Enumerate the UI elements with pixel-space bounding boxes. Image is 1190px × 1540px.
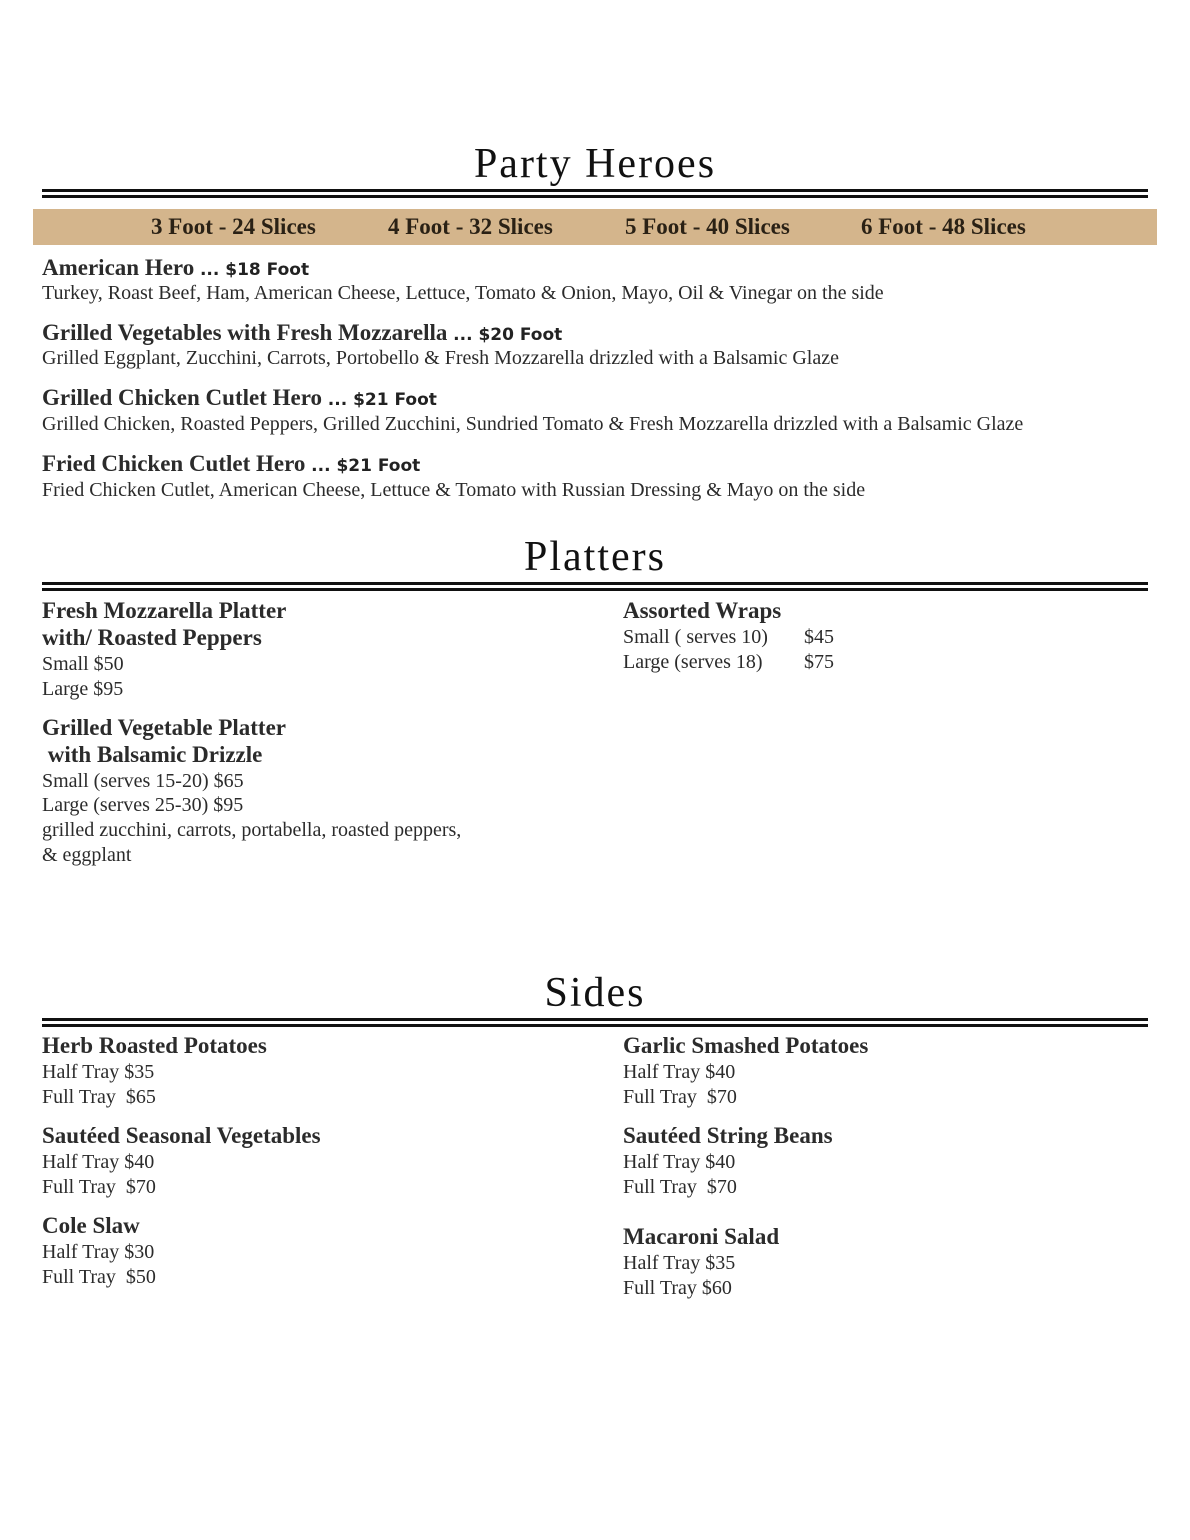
grilled-vegetables-hero-title [42,320,562,346]
herb-roasted-potatoes-full: Full Tray $65 [42,1086,156,1108]
string-beans-full: Full Tray $70 [623,1176,737,1198]
cole-slaw-full: Full Tray $50 [42,1266,156,1288]
garlic-smashed-potatoes-full: Full Tray $70 [623,1086,737,1108]
herb-roasted-potatoes-half: Half Tray $35 [42,1061,155,1083]
vegetable-platter-subtitle: with Balsamic Drizzle [42,742,263,767]
platters-divider [42,582,1148,591]
grilled-chicken-hero-description: Grilled Chicken, Roasted Peppers, Grilled Zucchini, Sundried Tomato & Fresh Mozzarella drizzled with a Balsamic Glaze [42,413,1024,435]
cole-slaw-title: Cole Slaw [42,1213,140,1238]
string-beans-title: Sautéed String Beans [623,1123,833,1148]
herb-roasted-potatoes-title: Herb Roasted Potatoes [42,1033,267,1058]
size-6-foot: 6 Foot - 48 Slices [861,214,1026,239]
mozzarella-platter-title: Fresh Mozzarella Platter [42,598,287,623]
item-price: ... $21 Foot [327,390,437,410]
fried-chicken-hero-title [42,451,420,477]
vegetable-platter-small: Small (serves 15-20) $65 [42,770,244,792]
cole-slaw-half: Half Tray $30 [42,1241,155,1263]
item-name: American Hero [42,255,195,280]
garlic-smashed-potatoes-title: Garlic Smashed Potatoes [623,1033,869,1058]
wraps-large-price: $75 [804,651,834,673]
seasonal-vegetables-half: Half Tray $40 [42,1151,155,1173]
macaroni-salad-title: Macaroni Salad [623,1224,780,1249]
american-hero-description: Turkey, Roast Beef, Ham, American Cheese, Lettuce, Tomato & Onion, Mayo, Oil & Vinegar on the side [42,282,884,304]
american-hero-title [42,255,309,281]
grilled-vegetables-hero-description: Grilled Eggplant, Zucchini, Carrots, Portobello & Fresh Mozzarella drizzled with a Balsamic Glaze [42,347,839,369]
macaroni-salad-full: Full Tray $60 [623,1277,732,1299]
wraps-small-price: $45 [804,626,834,648]
string-beans-half: Half Tray $40 [623,1151,736,1173]
sides-heading: Sides [544,970,646,1016]
mozzarella-platter-subtitle: with/ Roasted Peppers [42,625,262,650]
macaroni-salad-half: Half Tray $35 [623,1252,736,1274]
item-price: ... $18 Foot [199,260,310,280]
wraps-small-label: Small ( serves 10) [623,626,768,648]
size-4-foot: 4 Foot - 32 Slices [388,214,553,239]
item-name: Fried Chicken Cutlet Hero [42,451,306,476]
sides-divider [42,1018,1148,1027]
heroes-divider [42,189,1148,198]
size-5-foot: 5 Foot - 40 Slices [625,214,790,239]
garlic-smashed-potatoes-half: Half Tray $40 [623,1061,736,1083]
item-price: ... $20 Foot [453,325,563,345]
fried-chicken-hero-description: Fried Chicken Cutlet, American Cheese, Lettuce & Tomato with Russian Dressing & Mayo on the side [42,479,866,501]
item-price: ... $21 Foot [311,456,421,476]
grilled-chicken-hero-title [42,385,437,411]
vegetable-platter-description-cont: & eggplant [42,844,132,866]
vegetable-platter-title: Grilled Vegetable Platter [42,715,286,740]
item-name: Grilled Chicken Cutlet Hero [42,385,323,410]
mozzarella-platter-small: Small $50 [42,653,124,675]
seasonal-vegetables-full: Full Tray $70 [42,1176,156,1198]
seasonal-vegetables-title: Sautéed Seasonal Vegetables [42,1123,321,1148]
item-name: Grilled Vegetables with Fresh Mozzarella [42,320,448,345]
mozzarella-platter-large: Large $95 [42,678,124,700]
platters-heading: Platters [524,534,666,580]
party-heroes-heading: Party Heroes [473,141,717,187]
vegetable-platter-large: Large (serves 25-30) $95 [42,794,244,816]
assorted-wraps-title: Assorted Wraps [623,598,782,623]
vegetable-platter-description: grilled zucchini, carrots, portabella, roasted peppers, [42,819,462,841]
hero-sizes-band [33,209,1157,245]
wraps-large-label: Large (serves 18) [623,651,763,673]
size-3-foot: 3 Foot - 24 Slices [151,214,316,239]
